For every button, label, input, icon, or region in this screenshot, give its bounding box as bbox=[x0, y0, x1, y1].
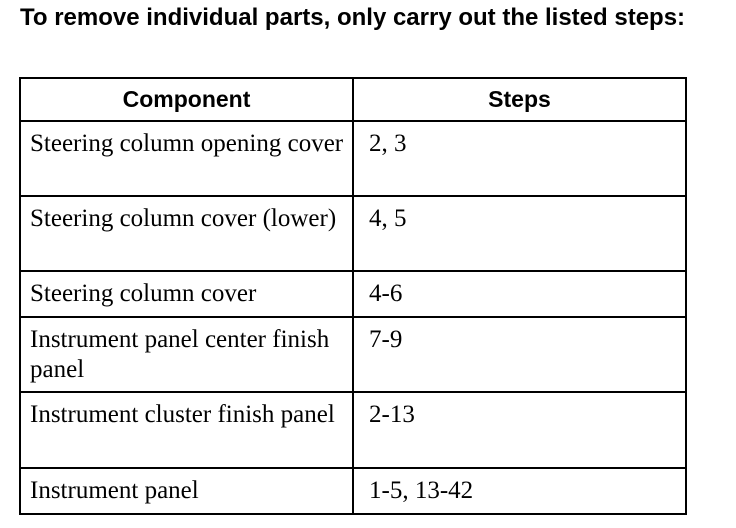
column-header-component: Component bbox=[20, 78, 353, 121]
table-row bbox=[20, 271, 686, 317]
steps-cell: 4-6 bbox=[353, 271, 686, 317]
steps-cell: 2-13 bbox=[353, 392, 686, 468]
table-row bbox=[20, 121, 686, 196]
steps-cell: 7-9 bbox=[353, 317, 686, 392]
table-row bbox=[20, 196, 686, 271]
component-cell: Steering column opening cover bbox=[20, 121, 353, 196]
table-row bbox=[20, 317, 686, 392]
page-heading: To remove individual parts, only carry out the listed steps: bbox=[20, 4, 686, 31]
steps-cell: 1-5, 13-42 bbox=[353, 468, 686, 514]
component-cell: Steering column cover (lower) bbox=[20, 196, 353, 271]
component-steps-table bbox=[19, 77, 687, 515]
column-header-steps: Steps bbox=[353, 78, 686, 121]
component-cell: Instrument panel bbox=[20, 468, 353, 514]
table-row bbox=[20, 392, 686, 468]
component-cell: Instrument cluster finish panel bbox=[20, 392, 353, 468]
steps-cell: 4, 5 bbox=[353, 196, 686, 271]
table-header-row bbox=[20, 78, 686, 121]
steps-cell: 2, 3 bbox=[353, 121, 686, 196]
component-cell: Instrument panel center finish panel bbox=[20, 317, 353, 392]
table-row bbox=[20, 468, 686, 514]
component-cell: Steering column cover bbox=[20, 271, 353, 317]
